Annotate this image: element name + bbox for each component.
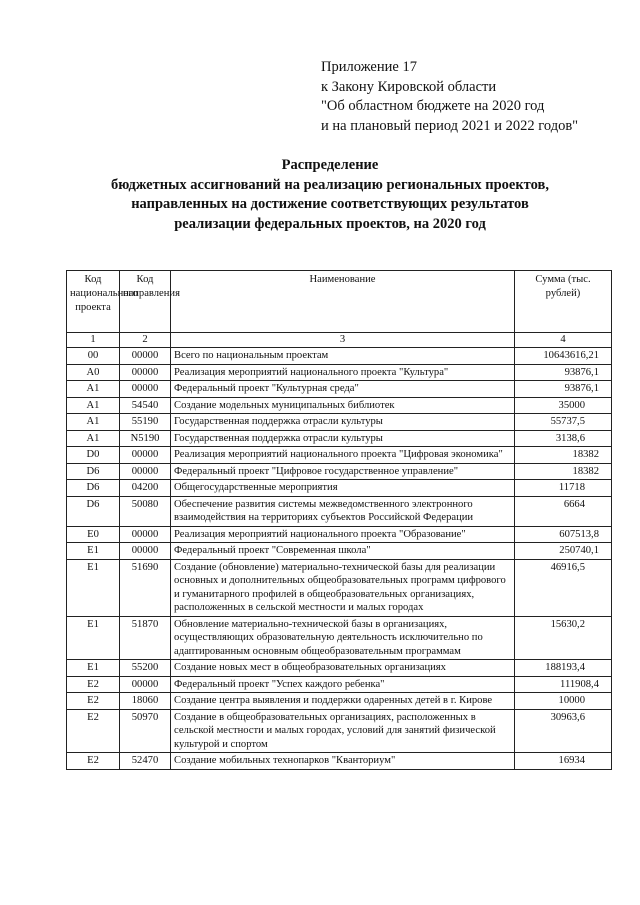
sum-cell: 55737,5 (515, 414, 612, 431)
header-name: Наименование (171, 271, 515, 333)
table-row (67, 676, 612, 693)
table-row (67, 526, 612, 543)
sum-cell: 6664 (515, 496, 612, 526)
direction-cell: 54540 (120, 397, 171, 414)
sum-cell: 16934 (515, 753, 612, 770)
name-cell: Реализация мероприятий национального проекта "Образование" (171, 526, 515, 543)
table-body (67, 348, 612, 770)
appendix-line: "Об областном бюджете на 2020 год (321, 98, 545, 114)
code-cell: Е2 (67, 709, 120, 753)
sum-cell: 10643616,21 (515, 348, 612, 365)
code-cell: Е2 (67, 693, 120, 710)
direction-cell: 18060 (120, 693, 171, 710)
sum-cell: 11718 (515, 480, 612, 497)
code-cell: D0 (67, 447, 120, 464)
table-row (67, 543, 612, 560)
name-cell: Создание в общеобразовательных организациях, расположенных в сельской местности и малых городах, условий для занятий физической культурой и спортом (171, 709, 515, 753)
appendix-block (321, 58, 578, 136)
name-cell: Обеспечение развития системы межведомственного электронного взаимодействия на территориях субъектов Российской Федерации (171, 496, 515, 526)
table-row (67, 616, 612, 660)
name-cell: Общегосударственные мероприятия (171, 480, 515, 497)
appendix-line: Приложение 17 (321, 59, 417, 75)
table-row (67, 709, 612, 753)
sum-cell: 10000 (515, 693, 612, 710)
title-line: бюджетных ассигнований на реализацию региональных проектов, (111, 176, 549, 193)
sum-cell: 18382 (515, 447, 612, 464)
sum-cell: 18382 (515, 463, 612, 480)
name-cell: Реализация мероприятий национального проекта "Культура" (171, 364, 515, 381)
title-line: реализации федеральных проектов, на 2020 год (174, 215, 486, 232)
table-row (67, 381, 612, 398)
name-cell: Создание центра выявления и поддержки одаренных детей в г. Кирове (171, 693, 515, 710)
name-cell: Реализация мероприятий национального проекта "Цифровая экономика" (171, 447, 515, 464)
table-row (67, 447, 612, 464)
sum-cell: 93876,1 (515, 364, 612, 381)
code-cell: А1 (67, 381, 120, 398)
appendix-line: и на плановый период 2021 и 2022 годов" (321, 117, 579, 134)
name-cell: Создание (обновление) материально-технической базы для реализации основных и дополнительных общеобразовательных программ цифрового и гуманитарного профилей в общеобразовательных организациях, расположенных в сельской местности и малых городах (171, 559, 515, 616)
direction-cell: 51690 (120, 559, 171, 616)
code-cell: А1 (67, 397, 120, 414)
code-cell: Е1 (67, 616, 120, 660)
sum-cell: 607513,8 (515, 526, 612, 543)
name-cell: Государственная поддержка отрасли культуры (171, 430, 515, 447)
sum-cell: 15630,2 (515, 616, 612, 660)
table-row (67, 364, 612, 381)
code-cell: Е1 (67, 660, 120, 677)
sum-cell: 111908,4 (515, 676, 612, 693)
direction-cell: 00000 (120, 381, 171, 398)
header-code-direction: Код направления (120, 271, 171, 333)
table-row (67, 430, 612, 447)
name-cell: Создание мобильных технопарков "Кванториум" (171, 753, 515, 770)
table-row (67, 559, 612, 616)
name-cell: Создание модельных муниципальных библиотек (171, 397, 515, 414)
table-row (67, 463, 612, 480)
budget-table (66, 270, 612, 770)
table-row (67, 660, 612, 677)
code-cell: А1 (67, 414, 120, 431)
column-number: 1 (67, 333, 120, 348)
code-cell: А1 (67, 430, 120, 447)
table-row (67, 414, 612, 431)
table-row (67, 348, 612, 365)
table-row (67, 693, 612, 710)
name-cell: Федеральный проект "Успех каждого ребенка" (171, 676, 515, 693)
title-line: направленных на достижение соответствующих результатов (131, 196, 529, 212)
direction-cell: 00000 (120, 543, 171, 560)
direction-cell: 00000 (120, 526, 171, 543)
direction-cell: 00000 (120, 463, 171, 480)
direction-cell: 00000 (120, 447, 171, 464)
sum-cell: 35000 (515, 397, 612, 414)
name-cell: Федеральный проект "Цифровое государственное управление" (171, 463, 515, 480)
name-cell: Обновление материально-технической базы в организациях, осуществляющих образовательную деятельность исключительно по адаптированным основным общеобразовательным программам (171, 616, 515, 660)
sum-cell: 93876,1 (515, 381, 612, 398)
direction-cell: 00000 (120, 676, 171, 693)
direction-cell: 50970 (120, 709, 171, 753)
code-cell: D6 (67, 480, 120, 497)
name-cell: Создание новых мест в общеобразовательных организациях (171, 660, 515, 677)
direction-cell: 55200 (120, 660, 171, 677)
table-row (67, 480, 612, 497)
column-number-row (67, 333, 612, 348)
table-row (67, 753, 612, 770)
table-header-row (67, 271, 612, 333)
code-cell: Е0 (67, 526, 120, 543)
direction-cell: 04200 (120, 480, 171, 497)
sum-cell: 250740,1 (515, 543, 612, 560)
column-number: 4 (515, 333, 612, 348)
direction-cell: 00000 (120, 364, 171, 381)
column-number: 3 (171, 333, 515, 348)
name-cell: Федеральный проект "Современная школа" (171, 543, 515, 560)
name-cell: Всего по национальным проектам (171, 348, 515, 365)
code-cell: Е1 (67, 559, 120, 616)
header-sum: Сумма (тыс. рублей) (515, 271, 612, 333)
code-cell: Е2 (67, 676, 120, 693)
direction-cell: 51870 (120, 616, 171, 660)
code-cell: D6 (67, 463, 120, 480)
direction-cell: N5190 (120, 430, 171, 447)
direction-cell: 00000 (120, 348, 171, 365)
sum-cell: 3138,6 (515, 430, 612, 447)
code-cell: Е1 (67, 543, 120, 560)
direction-cell: 50080 (120, 496, 171, 526)
code-cell: 00 (67, 348, 120, 365)
code-cell: D6 (67, 496, 120, 526)
document-title (60, 156, 600, 234)
column-number: 2 (120, 333, 171, 348)
table-row (67, 496, 612, 526)
sum-cell: 30963,6 (515, 709, 612, 753)
direction-cell: 52470 (120, 753, 171, 770)
code-cell: А0 (67, 364, 120, 381)
title-line: Распределение (281, 157, 379, 173)
appendix-line: к Закону Кировской области (321, 78, 497, 95)
name-cell: Государственная поддержка отрасли культуры (171, 414, 515, 431)
direction-cell: 55190 (120, 414, 171, 431)
sum-cell: 188193,4 (515, 660, 612, 677)
code-cell: Е2 (67, 753, 120, 770)
table-row (67, 397, 612, 414)
header-code-project: Код национального проекта (67, 271, 120, 333)
name-cell: Федеральный проект "Культурная среда" (171, 381, 515, 398)
sum-cell: 46916,5 (515, 559, 612, 616)
